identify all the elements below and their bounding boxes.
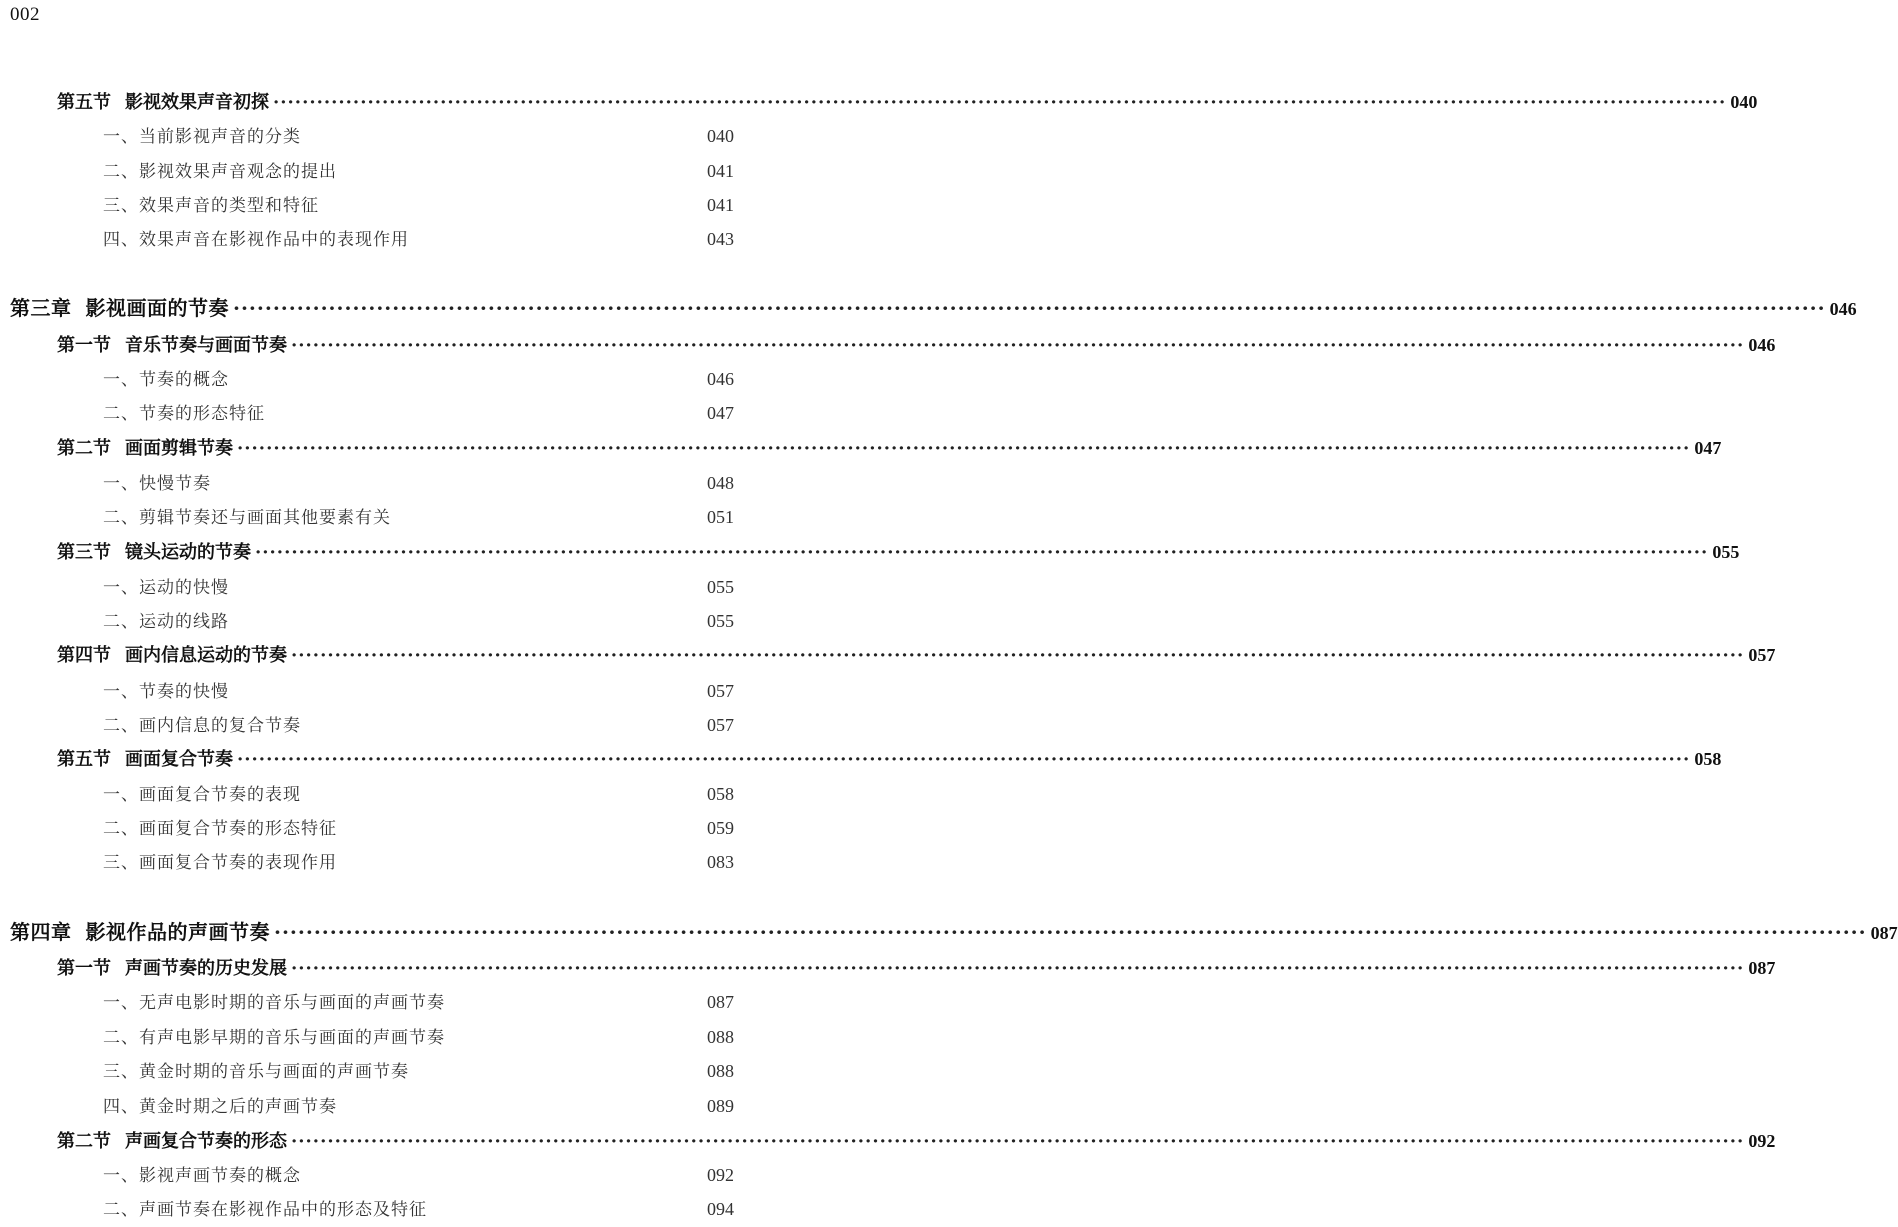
toc-page-number: 043 <box>707 229 734 249</box>
toc-page-number: 041 <box>707 195 734 215</box>
toc-page-number: 046 <box>1748 335 1776 355</box>
toc-chapter-title <box>10 915 270 949</box>
toc-section-title <box>57 86 269 120</box>
toc-item[interactable] <box>103 1192 734 1226</box>
toc-section[interactable] <box>57 431 1722 465</box>
dot-leader: ········································································································································································································ <box>291 1131 1745 1152</box>
toc-item[interactable] <box>103 1020 734 1054</box>
toc-section-number: 第一节 <box>57 335 111 356</box>
page-number: 002 <box>10 4 40 25</box>
toc-item-title: 二、画内信息的复合节奏 <box>103 716 301 736</box>
toc-page-number: 083 <box>707 852 734 872</box>
toc-section-number: 第二节 <box>57 438 111 459</box>
toc-page-number: 047 <box>707 403 734 423</box>
toc-section-heading: 影视效果声音初探 <box>125 92 269 113</box>
toc-item[interactable] <box>103 1158 734 1192</box>
dot-leader: ········································································································································································································ <box>273 92 1727 113</box>
toc-page-number: 057 <box>1748 645 1776 665</box>
dot-leader: ········································································································································································································ <box>237 749 1691 770</box>
toc-item-title: 二、声画节奏在影视作品中的形态及特征 <box>103 1200 427 1220</box>
dot-leader: ········································································································································································································ <box>255 542 1709 563</box>
dot-leader: ········································································································································································································ <box>291 645 1745 666</box>
toc-section[interactable] <box>57 1124 1776 1158</box>
toc-section-heading: 音乐节奏与画面节奏 <box>125 335 287 356</box>
toc-section-number: 第五节 <box>57 749 111 770</box>
toc-item-title: 二、有声电影早期的音乐与画面的声画节奏 <box>103 1028 445 1048</box>
toc-chapter-heading: 影视画面的节奏 <box>85 296 229 320</box>
toc-item[interactable] <box>103 985 734 1019</box>
toc-page-number: 048 <box>707 473 734 493</box>
toc-page-number: 040 <box>1730 92 1758 112</box>
toc-chapter[interactable] <box>10 915 1898 949</box>
toc-section[interactable] <box>57 535 1740 569</box>
toc-section[interactable] <box>57 638 1776 672</box>
toc-chapter-heading: 影视作品的声画节奏 <box>85 920 270 944</box>
toc-item-title: 一、节奏的快慢 <box>103 682 229 702</box>
toc-section-number: 第五节 <box>57 92 111 113</box>
toc-section-title <box>57 952 287 986</box>
toc-page-number: 059 <box>707 818 734 838</box>
toc-item[interactable] <box>103 466 734 500</box>
toc-item-title: 三、效果声音的类型和特征 <box>103 196 319 216</box>
toc-chapter-number: 第三章 <box>10 296 72 320</box>
toc-item-title: 一、当前影视声音的分类 <box>103 127 301 147</box>
toc-chapter-number: 第四章 <box>10 920 72 944</box>
toc-section-number: 第一节 <box>57 958 111 979</box>
toc-item[interactable] <box>103 777 734 811</box>
toc-section-number: 第三节 <box>57 542 111 563</box>
toc-item-title: 一、快慢节奏 <box>103 474 211 494</box>
toc-page-number: 058 <box>707 784 734 804</box>
toc-page-number: 041 <box>707 161 734 181</box>
toc-section-heading: 声画复合节奏的形态 <box>125 1131 287 1152</box>
toc-item[interactable] <box>103 708 734 742</box>
toc-item[interactable] <box>103 362 734 396</box>
toc-section-title <box>57 432 233 466</box>
toc-page-number: 047 <box>1694 438 1722 458</box>
toc-section-title <box>57 743 233 777</box>
toc-item[interactable] <box>103 570 734 604</box>
toc-item[interactable] <box>103 1054 734 1088</box>
toc-page-number: 055 <box>707 611 734 631</box>
toc-section-title <box>57 536 251 570</box>
toc-page-number: 057 <box>707 681 734 701</box>
toc-chapter-title <box>10 291 229 325</box>
toc-item[interactable] <box>103 845 734 879</box>
toc-section-heading: 镜头运动的节奏 <box>125 542 251 563</box>
toc-item[interactable] <box>103 188 734 222</box>
toc-page-number: 087 <box>707 992 734 1012</box>
toc-section-number: 第二节 <box>57 1131 111 1152</box>
toc-page-number: 058 <box>1694 749 1722 769</box>
toc-page-number: 092 <box>1748 1131 1776 1151</box>
toc-item-title: 二、画面复合节奏的形态特征 <box>103 819 337 839</box>
toc-page-number: 089 <box>707 1096 734 1116</box>
toc-section-title <box>57 1125 287 1159</box>
toc-item-title: 二、剪辑节奏还与画面其他要素有关 <box>103 508 391 528</box>
toc-item[interactable] <box>103 811 734 845</box>
toc-item[interactable] <box>103 674 734 708</box>
toc-item[interactable] <box>103 396 734 430</box>
toc-item-title: 一、无声电影时期的音乐与画面的声画节奏 <box>103 993 445 1013</box>
toc-section[interactable] <box>57 328 1776 362</box>
toc-section[interactable] <box>57 742 1722 776</box>
toc-page-number: 055 <box>707 577 734 597</box>
toc-section-heading: 画面复合节奏 <box>125 749 233 770</box>
toc-section[interactable] <box>57 85 1758 119</box>
toc-section-heading: 画面剪辑节奏 <box>125 438 233 459</box>
toc-item[interactable] <box>103 500 734 534</box>
toc-page-number: 087 <box>1870 923 1898 943</box>
toc-item-title: 二、影视效果声音观念的提出 <box>103 162 337 182</box>
dot-leader: ········································································································································································································ <box>291 958 1745 979</box>
toc-page-number: 087 <box>1748 958 1776 978</box>
toc-item-title: 一、影视声画节奏的概念 <box>103 1166 301 1186</box>
toc-page-number: 057 <box>707 715 734 735</box>
toc-chapter[interactable] <box>10 291 1857 325</box>
toc-section[interactable] <box>57 951 1776 985</box>
toc-item[interactable] <box>103 119 734 153</box>
toc-page-number: 092 <box>707 1165 734 1185</box>
dot-leader: ········································································································································································································ <box>233 296 1826 320</box>
toc-item[interactable] <box>103 154 734 188</box>
toc-section-title <box>57 329 287 363</box>
toc-item[interactable] <box>103 222 734 256</box>
toc-page-number: 040 <box>707 126 734 146</box>
toc-page-number: 088 <box>707 1061 734 1081</box>
dot-leader: ········································································································································································································ <box>274 920 1867 944</box>
dot-leader: ········································································································································································································ <box>237 438 1691 459</box>
toc-section-number: 第四节 <box>57 645 111 666</box>
toc-page-number: 088 <box>707 1027 734 1047</box>
toc-item-title: 一、节奏的概念 <box>103 370 229 390</box>
toc-item[interactable] <box>103 1089 734 1123</box>
dot-leader: ········································································································································································································ <box>291 335 1745 356</box>
toc-item-title: 四、效果声音在影视作品中的表现作用 <box>103 230 409 250</box>
toc-item-title: 一、运动的快慢 <box>103 578 229 598</box>
toc-page-number: 046 <box>707 369 734 389</box>
toc-item-title: 二、节奏的形态特征 <box>103 404 265 424</box>
toc-section-heading: 声画节奏的历史发展 <box>125 958 287 979</box>
toc-item-title: 四、黄金时期之后的声画节奏 <box>103 1097 337 1117</box>
toc-section-heading: 画内信息运动的节奏 <box>125 645 287 666</box>
toc-page-number: 094 <box>707 1199 734 1219</box>
toc-page-number: 051 <box>707 507 734 527</box>
toc-page-number: 055 <box>1712 542 1740 562</box>
toc-section-title <box>57 639 287 673</box>
toc-item-title: 二、运动的线路 <box>103 612 229 632</box>
toc-item-title: 三、画面复合节奏的表现作用 <box>103 853 337 873</box>
toc-item[interactable] <box>103 604 734 638</box>
toc-item-title: 一、画面复合节奏的表现 <box>103 785 301 805</box>
toc-page-number: 046 <box>1829 299 1857 319</box>
toc-item-title: 三、黄金时期的音乐与画面的声画节奏 <box>103 1062 409 1082</box>
